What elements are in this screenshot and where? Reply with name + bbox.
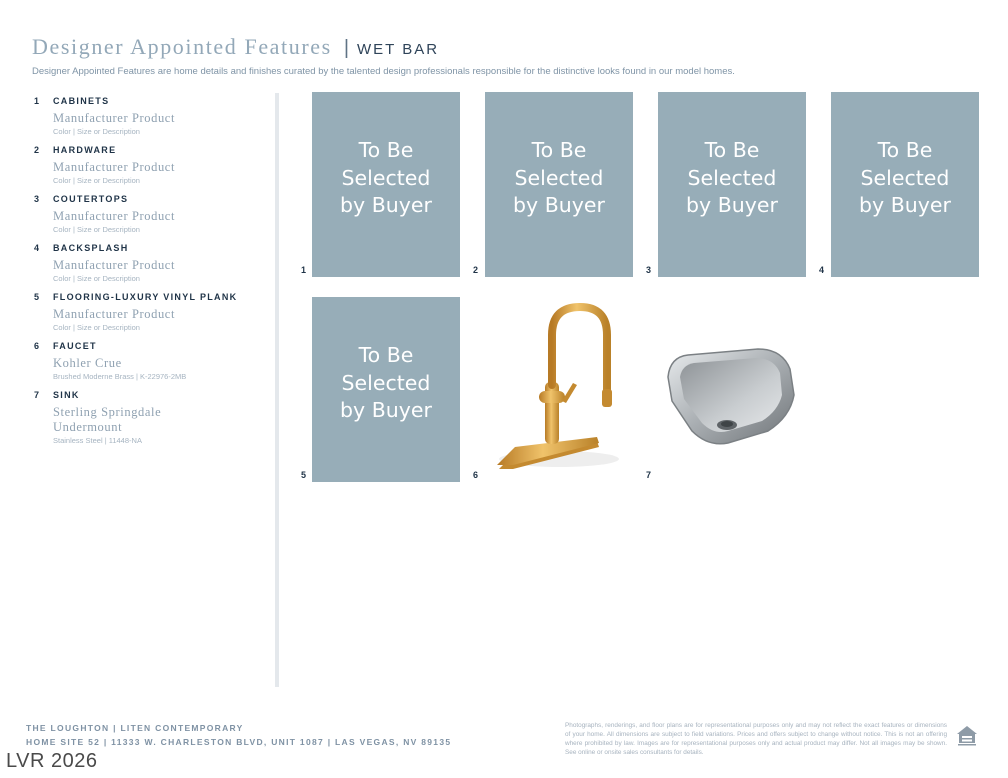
feature-name: FLOORING-LUXURY VINYL PLANK <box>53 292 238 302</box>
placeholder-line: Selected <box>687 165 777 190</box>
feature-product: Manufacturer Product <box>53 258 176 272</box>
footer-address <box>26 721 451 749</box>
feature-item-faucet <box>34 340 264 389</box>
feature-product: Manufacturer Product <box>53 307 176 321</box>
placeholder-line: by Buyer <box>340 193 432 218</box>
feature-item-countertops <box>34 193 264 242</box>
tile-placeholder-1 <box>312 92 460 277</box>
page-header <box>32 34 972 77</box>
placeholder-line: Selected <box>341 370 431 395</box>
placeholder-text <box>686 137 778 232</box>
placeholder-line: by Buyer <box>513 193 605 218</box>
feature-item-sink <box>34 389 264 445</box>
placeholder-line: by Buyer <box>340 398 432 423</box>
feature-item-flooring <box>34 291 264 340</box>
title-separator: | <box>343 37 350 59</box>
feature-number: 1 <box>34 96 41 106</box>
placeholder-text <box>513 137 605 232</box>
feature-number: 2 <box>34 145 41 155</box>
feature-item-cabinets <box>34 95 264 144</box>
tile-number: 6 <box>473 470 479 480</box>
placeholder-line: Selected <box>341 165 431 190</box>
placeholder-line: by Buyer <box>686 193 778 218</box>
sink-image <box>658 297 806 482</box>
feature-item-backsplash <box>34 242 264 291</box>
vertical-divider <box>275 93 279 687</box>
equal-housing-opportunity-icon <box>955 723 979 747</box>
feature-name: BACKSPLASH <box>53 243 129 253</box>
feature-description: Color | Size or Description <box>53 323 140 332</box>
faucet-image <box>485 297 633 482</box>
section-title: WET BAR <box>357 41 440 58</box>
feature-number: 4 <box>34 243 41 253</box>
feature-product: Manufacturer Product <box>53 111 176 125</box>
footer-plan-line: THE LOUGHTON | LITEN CONTEMPORARY <box>26 723 244 733</box>
feature-number: 3 <box>34 194 41 204</box>
listing-watermark: LVR 2026 <box>6 750 98 772</box>
feature-product: Kohler Crue <box>53 356 122 370</box>
feature-name: COUTERTOPS <box>53 194 129 204</box>
placeholder-text <box>340 137 432 232</box>
placeholder-line: To Be <box>358 343 414 368</box>
feature-list <box>34 95 264 445</box>
tile-number: 2 <box>473 265 479 275</box>
tile-number: 1 <box>301 265 307 275</box>
page-title: Designer Appointed Features <box>32 34 332 59</box>
feature-name: HARDWARE <box>53 145 117 155</box>
placeholder-line: To Be <box>358 138 414 163</box>
feature-description: Color | Size or Description <box>53 225 140 234</box>
tile-placeholder-3 <box>658 92 806 277</box>
feature-item-hardware <box>34 144 264 193</box>
feature-product: Manufacturer Product <box>53 209 176 223</box>
placeholder-line: To Be <box>704 138 760 163</box>
page-subtitle: Designer Appointed Features are home details and finishes curated by the talented design professionals responsible for the distinctive looks found in our model homes. <box>32 66 735 77</box>
feature-name: SINK <box>53 390 80 400</box>
tile-placeholder-2 <box>485 92 633 277</box>
tile-number: 5 <box>301 470 307 480</box>
feature-product: Sterling Springdale Undermount <box>53 405 162 434</box>
placeholder-line: Selected <box>514 165 604 190</box>
footer-disclaimer: Photographs, renderings, and floor plans are for representational purposes only and may not reflect the exact features or dimensions of your home. All dimensions are subject to field variations. Prices and offers subject to change without notice. This is not an offering where prohibited by law. Images are for representational purposes only and actual product may differ. Not all images may be shown. See online or onsite sales consultants for details. <box>565 722 947 756</box>
tile-placeholder-4 <box>831 92 979 277</box>
feature-description: Brushed Moderne Brass | K-22976-2MB <box>53 372 187 381</box>
placeholder-text <box>340 342 432 437</box>
title-row <box>32 34 972 60</box>
feature-description: Color | Size or Description <box>53 176 140 185</box>
placeholder-text <box>859 137 951 232</box>
feature-number: 6 <box>34 341 41 351</box>
placeholder-line: To Be <box>877 138 933 163</box>
placeholder-line: To Be <box>531 138 587 163</box>
feature-number: 7 <box>34 390 41 400</box>
feature-description: Stainless Steel | 11448-NA <box>53 436 142 445</box>
tile-number: 4 <box>819 265 825 275</box>
tile-number: 7 <box>646 470 652 480</box>
feature-description: Color | Size or Description <box>53 127 140 136</box>
tile-number: 3 <box>646 265 652 275</box>
feature-number: 5 <box>34 292 41 302</box>
footer-address-line: HOME SITE 52 | 11333 W. CHARLESTON BLVD, UNIT 1087 | LAS VEGAS, NV 89135 <box>26 737 452 747</box>
feature-product: Manufacturer Product <box>53 160 176 174</box>
placeholder-line: by Buyer <box>859 193 951 218</box>
feature-name: CABINETS <box>53 96 110 106</box>
sink-icon <box>658 297 806 482</box>
feature-description: Color | Size or Description <box>53 274 140 283</box>
tile-placeholder-5 <box>312 297 460 482</box>
faucet-icon <box>485 297 633 482</box>
placeholder-line: Selected <box>860 165 950 190</box>
feature-name: FAUCET <box>53 341 97 351</box>
